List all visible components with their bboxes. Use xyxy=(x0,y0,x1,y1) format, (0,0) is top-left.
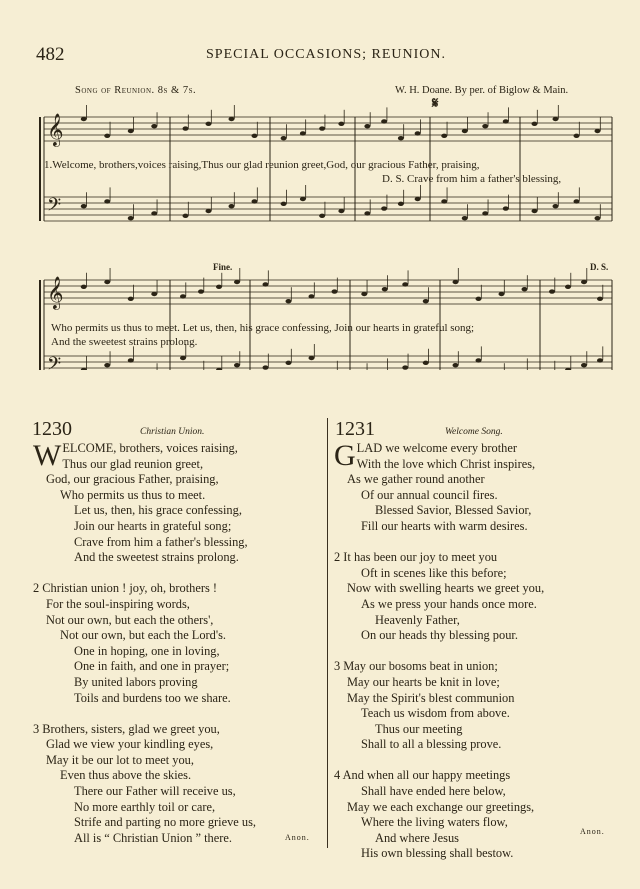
note-head xyxy=(309,356,315,360)
stanza xyxy=(334,768,626,862)
note-head xyxy=(364,124,370,128)
note-head xyxy=(482,211,488,215)
verse-line: All is “ Christian Union ” there. xyxy=(74,830,232,845)
note-head xyxy=(453,363,459,367)
note-head xyxy=(286,299,292,303)
note-head xyxy=(597,297,603,301)
verse-line: Let us, then, his grace confessing, xyxy=(74,503,242,518)
note-head xyxy=(206,122,212,126)
ds-mark: D. S. xyxy=(590,262,609,272)
running-title: SPECIAL OCCASIONS; REUNION. xyxy=(206,47,447,62)
note-head xyxy=(522,287,528,291)
note-head xyxy=(364,211,370,215)
note-head xyxy=(597,358,603,362)
note-head xyxy=(286,361,292,365)
drop-cap: W xyxy=(33,439,62,472)
verse-line: And the sweetest strains prolong. xyxy=(74,550,239,565)
tune-credit: W. H. Doane. By per. of Biglow & Main. xyxy=(395,85,569,96)
verse-line: May our hearts be knit in love; xyxy=(347,674,500,689)
tune-lyric-line-2: D. S. Crave from him a father's blessing, xyxy=(382,173,562,185)
verse-line: Shall to all a blessing prove. xyxy=(361,737,502,752)
note-head xyxy=(332,289,338,293)
verse-line: Oft in scenes like this before; xyxy=(361,565,507,580)
note-head xyxy=(338,209,344,213)
note-head xyxy=(398,136,404,140)
note-head xyxy=(183,126,189,130)
verse-line: Not our own, but each the others', xyxy=(46,612,214,627)
verse-line: Now with swelling hearts we greet you, xyxy=(347,581,545,596)
note-head xyxy=(300,197,306,201)
tune-title: Song of Reunion. 8s & 7s. xyxy=(75,85,197,96)
note-head xyxy=(128,358,134,362)
stanza xyxy=(33,581,325,706)
verse-line: Strife and parting no more grieve us, xyxy=(74,815,257,830)
verse-line: Toils and burdens too we share. xyxy=(74,690,231,705)
verse-line: Even thus above the skies. xyxy=(60,768,192,783)
note-head xyxy=(128,129,134,133)
note-head xyxy=(252,199,258,203)
note-head xyxy=(309,294,315,298)
verse-line: Where the living waters flow, xyxy=(361,815,508,830)
verse-line: Thus our meeting xyxy=(375,721,463,736)
note-head xyxy=(398,202,404,206)
note-head xyxy=(532,209,538,213)
stanza xyxy=(334,659,626,753)
note-head xyxy=(151,211,157,215)
hymn-subtitle-1230: Christian Union. xyxy=(140,427,205,437)
column-divider xyxy=(327,418,328,848)
note-head xyxy=(503,119,509,123)
verse-line: Fill our hearts with warm desires. xyxy=(361,518,528,533)
verse-line: On our heads thy blessing pour. xyxy=(361,628,518,643)
note-head xyxy=(453,280,459,284)
verse-line: 2 It has been our joy to meet you xyxy=(334,550,498,565)
note-head xyxy=(581,363,587,367)
note-head xyxy=(549,289,555,293)
hymn-subtitle-1231: Welcome Song. xyxy=(445,427,503,437)
note-head xyxy=(151,292,157,296)
verse-line: May we each exchange our greetings, xyxy=(347,799,535,814)
stanza xyxy=(334,550,626,644)
verse-line: Join our hearts in grateful song; xyxy=(74,518,232,533)
note-head xyxy=(423,299,429,303)
bass-clef-icon: 𝄢 xyxy=(47,195,62,220)
note-head xyxy=(300,131,306,135)
note-head xyxy=(574,134,580,138)
treble-clef-icon: 𝄞 xyxy=(47,276,64,309)
verse-line: May it be our lot to meet you, xyxy=(46,752,194,767)
stanza xyxy=(33,441,325,566)
verse-line: One in hoping, one in loving, xyxy=(74,643,220,658)
note-head xyxy=(382,287,388,291)
note-head xyxy=(319,126,325,130)
note-head xyxy=(252,134,258,138)
hymn-1231 xyxy=(334,441,626,878)
verse-line: Heavenly Father, xyxy=(375,612,460,627)
note-head xyxy=(81,204,87,208)
note-head xyxy=(381,119,387,123)
note-head xyxy=(183,214,189,218)
verse-line: LAD we welcome every brother xyxy=(356,441,517,455)
note-head xyxy=(229,204,235,208)
note-head xyxy=(234,363,240,367)
note-head xyxy=(281,136,287,140)
note-head xyxy=(281,202,287,206)
note-head xyxy=(180,356,186,360)
note-head xyxy=(104,134,110,138)
note-head xyxy=(263,365,269,369)
verse-line: For the soul-inspiring words, xyxy=(46,596,190,611)
note-head xyxy=(216,285,222,289)
note-head xyxy=(151,124,157,128)
hymn-1230 xyxy=(33,441,325,862)
tune-lyric-line-1: 1.Welcome, brothers,voices raising,Thus our glad reunion greet,God, our gracious Father, praising, xyxy=(44,159,480,171)
verse-line: Not our own, but each the Lord's. xyxy=(60,628,227,643)
tune-lyric-line-4: And the sweetest strains prolong. xyxy=(51,336,198,348)
note-head xyxy=(361,292,367,296)
note-head xyxy=(565,285,571,289)
verse-line: ELCOME, brothers, voices raising, xyxy=(62,441,238,455)
verse-line: Teach us wisdom from above. xyxy=(361,706,510,721)
verse-line: One in faith, and one in prayer; xyxy=(74,659,230,674)
music-score xyxy=(0,0,640,370)
note-head xyxy=(441,199,447,203)
note-head xyxy=(128,297,134,301)
fine-mark: Fine. xyxy=(213,262,233,272)
note-head xyxy=(595,129,601,133)
note-head xyxy=(415,197,421,201)
stanza xyxy=(334,441,626,535)
note-head xyxy=(415,131,421,135)
note-head xyxy=(462,216,468,220)
note-head xyxy=(104,199,110,203)
stanza xyxy=(33,722,325,847)
note-head xyxy=(81,285,87,289)
verse-line: May the Spirit's blest communion xyxy=(347,690,515,705)
note-head xyxy=(595,216,601,220)
verse-line: There our Father will receive us, xyxy=(74,784,236,799)
hymn-number-1231: 1231 xyxy=(335,418,375,440)
verse-line: Of our annual council fires. xyxy=(361,487,498,502)
note-head xyxy=(402,365,408,369)
note-head xyxy=(104,363,110,367)
drop-cap: G xyxy=(334,439,356,472)
verse-line: Shall have ended here below, xyxy=(361,784,506,799)
hymn-number-1230: 1230 xyxy=(32,418,72,440)
verse-line: By united labors proving xyxy=(74,674,198,689)
note-head xyxy=(180,294,186,298)
segno-mark: 𝄋 xyxy=(432,96,439,112)
note-head xyxy=(423,361,429,365)
note-head xyxy=(104,280,110,284)
note-head xyxy=(553,117,559,121)
verse-line: Who permits us thus to meet. xyxy=(60,487,206,502)
verse-line: 2 Christian union ! joy, oh, brothers ! xyxy=(33,581,218,596)
verse-line: With the love which Christ inspires, xyxy=(356,456,536,471)
note-head xyxy=(476,358,482,362)
note-head xyxy=(263,282,269,286)
note-head xyxy=(476,297,482,301)
note-head xyxy=(503,206,509,210)
verse-line: Thus our glad reunion greet, xyxy=(62,456,204,471)
tune-lyric-line-3: Who permits us thus to meet. Let us, then, his grace confessing, Join our hearts in grateful song; xyxy=(51,322,475,334)
note-head xyxy=(581,280,587,284)
note-head xyxy=(206,209,212,213)
verse-line: 3 May our bosoms beat in union; xyxy=(334,659,498,674)
verse-line: 3 Brothers, sisters, glad we greet you, xyxy=(33,721,220,736)
verse-line: No more earthly toil or care, xyxy=(74,799,216,814)
note-head xyxy=(462,129,468,133)
note-head xyxy=(553,204,559,208)
note-head xyxy=(482,124,488,128)
verse-line: Crave from him a father's blessing, xyxy=(74,534,248,549)
page-number: 482 xyxy=(36,44,65,65)
verse-line: His own blessing shall bestow. xyxy=(361,846,514,861)
verse-line: As we gather round another xyxy=(347,472,485,487)
note-head xyxy=(234,280,240,284)
note-head xyxy=(128,216,134,220)
hymn-author-1230: Anon. xyxy=(285,833,310,842)
hymn-author-1231: Anon. xyxy=(580,827,605,836)
note-head xyxy=(338,122,344,126)
note-head xyxy=(532,122,538,126)
note-head xyxy=(441,134,447,138)
verse-line: As we press your hands once more. xyxy=(361,596,537,611)
note-head xyxy=(81,117,87,121)
verse-line: Glad we view your kindling eyes, xyxy=(46,737,214,752)
note-head xyxy=(499,292,505,296)
bass-clef-icon: 𝄢 xyxy=(47,354,62,370)
treble-clef-icon: 𝄞 xyxy=(47,113,64,146)
verse-line: God, our gracious Father, praising, xyxy=(46,472,219,487)
note-head xyxy=(402,282,408,286)
verse-line: And where Jesus xyxy=(375,830,459,845)
note-head xyxy=(229,117,235,121)
note-head xyxy=(198,289,204,293)
verse-line: 4 And when all our happy meetings xyxy=(334,768,511,783)
note-head xyxy=(319,214,325,218)
note-head xyxy=(574,199,580,203)
note-head xyxy=(381,206,387,210)
verse-line: Blessed Savior, Blessed Savior, xyxy=(375,503,532,518)
